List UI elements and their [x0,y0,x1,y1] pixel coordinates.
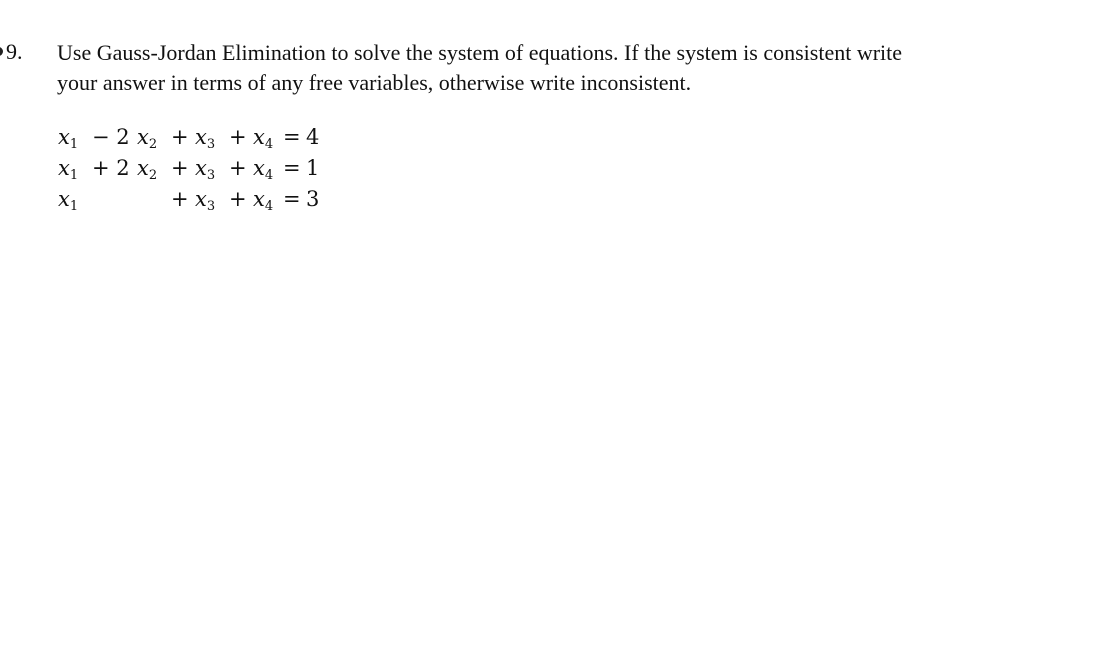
term: $x_1$ [58,187,79,214]
operator: = [283,187,301,211]
term: $x_4$ [253,187,274,214]
term: $x_3$ [195,125,216,152]
term: $x_4$ [253,125,274,152]
operator: + [229,156,247,180]
question-number: 9. [6,39,23,64]
operator: − 2 [92,125,130,149]
term: $x_4$ [253,156,274,183]
operator: + [171,125,189,149]
rhs-value: 1 [306,156,320,180]
prompt-line-2: your answer in terms of any free variables, otherwise write inconsistent. [57,70,692,95]
operator: = [283,125,301,149]
prompt-line-1: Use Gauss-Jordan Elimination to solve the system of equations. If the system is consistent write [57,40,903,65]
operator: + [229,125,247,149]
rhs-value: 4 [306,125,320,149]
rhs-value: 3 [306,187,320,211]
term: $x_1$ [58,156,79,183]
question-marker-icon [0,47,3,56]
question-prompt [57,38,1077,98]
operator: + [171,156,189,180]
term: $x_3$ [195,156,216,183]
term: $x_2$ [137,125,158,152]
term: $x_1$ [58,125,79,152]
term: $x_2$ [137,156,158,183]
operator: + [229,187,247,211]
operator: + 2 [92,156,130,180]
operator: + [171,187,189,211]
operator: = [283,156,301,180]
term: $x_3$ [195,187,216,214]
